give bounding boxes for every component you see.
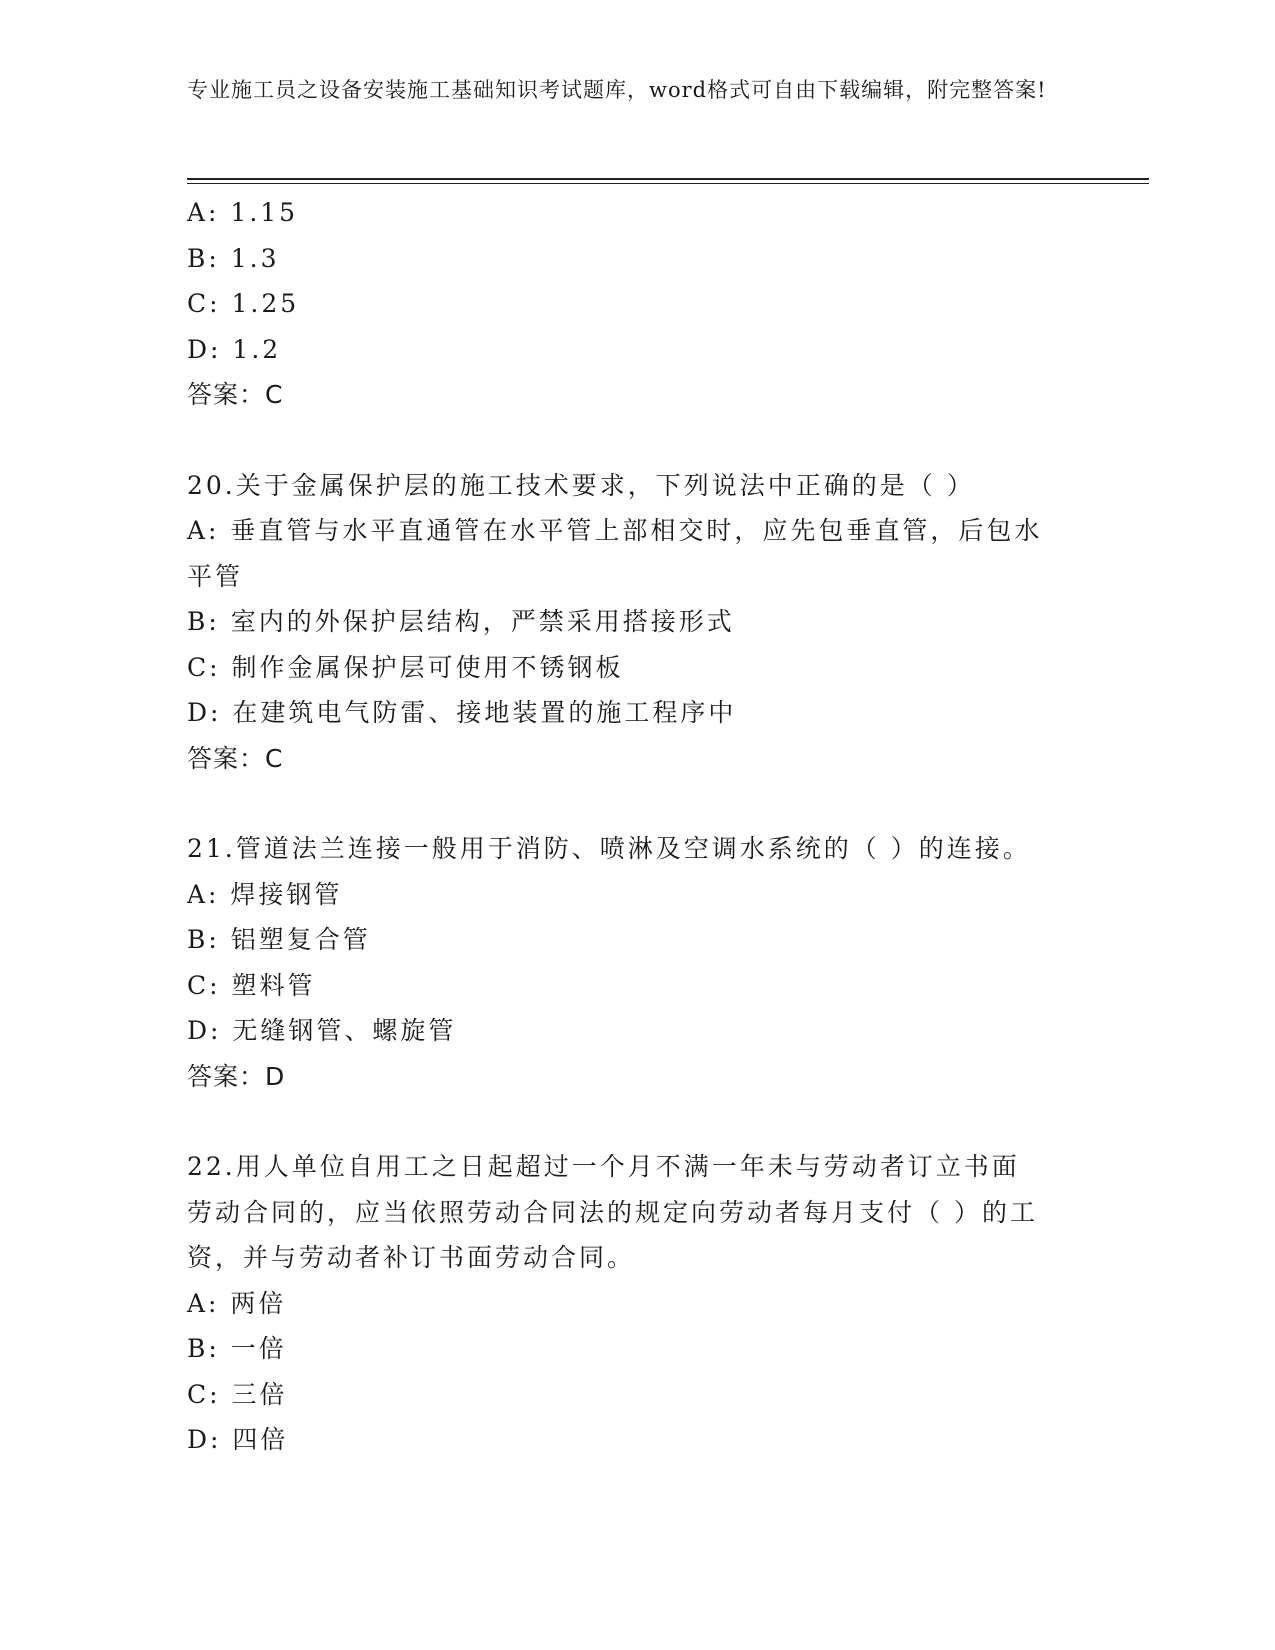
option-d: D: 1.2 [187, 334, 282, 364]
option-c: C: 三倍 [187, 1379, 288, 1409]
option-d: D: 四倍 [187, 1425, 289, 1454]
document-header: 专业施工员之设备安装施工基础知识考试题库，word格式可自由下载编辑，附完整答案! [187, 78, 1047, 102]
question-block [187, 463, 1087, 782]
option-d: D: 在建筑电气防雷、接地装置的施工程序中 [187, 698, 737, 727]
option-b: B: 室内的外保护层结构，严禁采用搭接形式 [187, 607, 735, 636]
question-text: 22.用人单位自用工之日起超过一个月不满一年未与劳动者订立书面劳动合同的，应当依照劳动合同法的规定向劳动者每月支付（ ）的工资，并与劳动者补订书面劳动合同。 [187, 1152, 1038, 1272]
option-d: D: 无缝钢管、螺旋管 [187, 1016, 457, 1045]
header-rule-thick [187, 178, 1149, 180]
option-b: B: 1.3 [187, 243, 280, 273]
option-c: C: 1.25 [187, 289, 300, 318]
question-block [187, 826, 1087, 1099]
header-rule-thin [187, 183, 1149, 184]
option-a: A: 两倍 [187, 1288, 287, 1318]
question-text: 21.管道法兰连接一般用于消防、喷淋及空调水系统的（ ）的连接。 [187, 834, 1031, 863]
option-b: B: 一倍 [187, 1334, 287, 1363]
question-block [187, 1144, 1087, 1463]
question-list [187, 190, 1087, 1463]
answer-line: 答案：D [187, 1061, 286, 1091]
answer-line: 答案：C [187, 743, 284, 773]
option-c: C: 制作金属保护层可使用不锈钢板 [187, 652, 624, 682]
option-a: A: 垂直管与水平直通管在水平管上部相交时，应先包垂直管，后包水平管 [187, 516, 1043, 591]
answer-line: 答案：C [187, 380, 284, 409]
option-a: A: 1.15 [187, 198, 299, 227]
option-b: B: 铝塑复合管 [187, 925, 371, 954]
prev-question-block [187, 190, 1087, 418]
question-text: 20.关于金属保护层的施工技术要求，下列说法中正确的是（ ） [187, 470, 975, 500]
option-c: C: 塑料管 [187, 970, 316, 1000]
option-a: A: 焊接钢管 [187, 879, 343, 909]
